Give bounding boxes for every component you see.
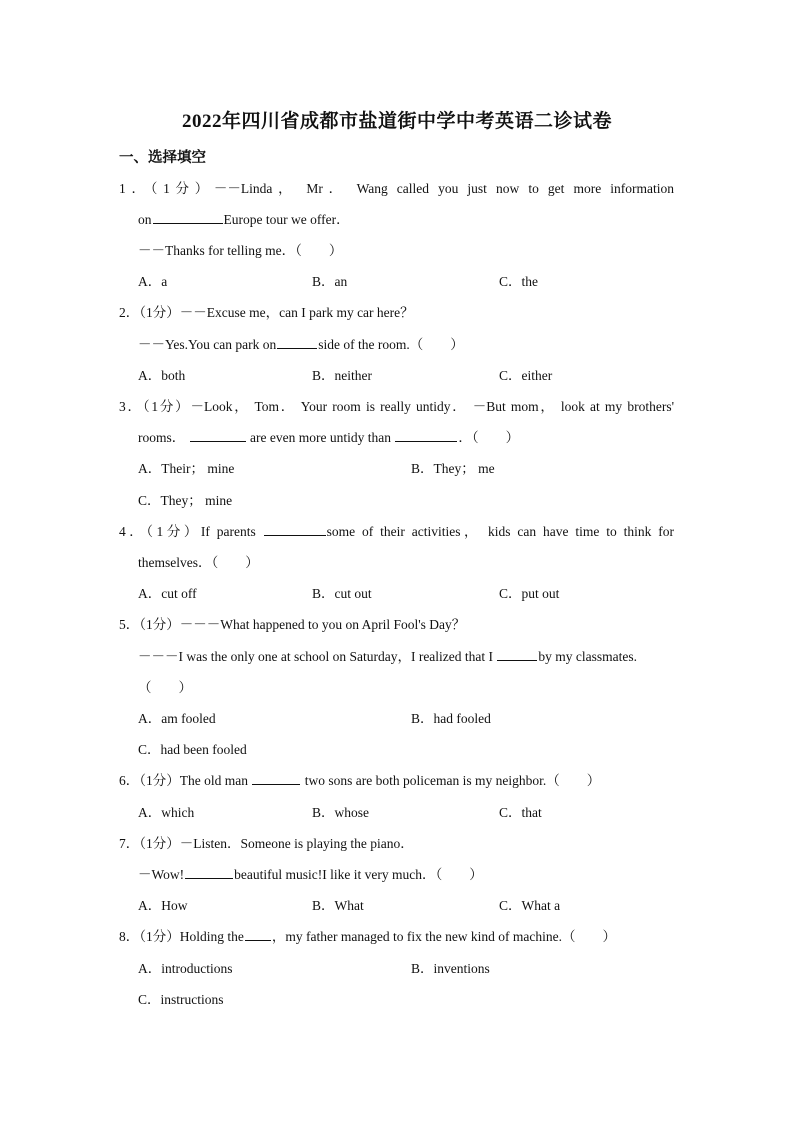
answer-blank bbox=[252, 772, 300, 785]
answer-blank bbox=[277, 336, 317, 349]
question-text: If parents bbox=[200, 524, 256, 539]
question-text: －－Linda， Mr． Wang called you just now to get more information bbox=[213, 181, 674, 196]
question-2-line-1 bbox=[119, 301, 414, 321]
answer-blank bbox=[497, 648, 537, 661]
answer-blank bbox=[190, 429, 246, 442]
question-4-line-2: themselves．（ ） bbox=[138, 555, 259, 570]
option-c[interactable]: C．the bbox=[499, 274, 538, 289]
question-6-line-1 bbox=[119, 769, 600, 789]
option-c[interactable]: C．that bbox=[499, 805, 542, 820]
question-1-line-3: －－Thanks for telling me．（ ） bbox=[138, 243, 343, 258]
question-number: 1．（1分） bbox=[119, 181, 214, 196]
question-text: －－－What happened to you on April Fool's Day？ bbox=[179, 617, 466, 632]
question-text: －Listen．Someone is playing the piano． bbox=[179, 836, 414, 851]
option-b[interactable]: B．inventions bbox=[411, 961, 490, 976]
option-a[interactable]: A．Their； mine bbox=[138, 461, 235, 476]
question-number: 6．（1分） bbox=[119, 773, 180, 788]
option-a[interactable]: A．am fooled bbox=[138, 711, 216, 726]
option-a[interactable]: A．both bbox=[138, 368, 186, 383]
answer-blank bbox=[264, 523, 326, 536]
question-text: ．（ ） bbox=[458, 430, 520, 445]
question-text: by my classmates. bbox=[538, 649, 638, 664]
option-b[interactable]: B．an bbox=[312, 274, 348, 289]
question-1-line-1 bbox=[119, 177, 674, 197]
page-title: 2022年四川省成都市盐道街中学中考英语二诊试卷 bbox=[181, 111, 612, 132]
question-text: side of the room.（ ） bbox=[318, 337, 464, 352]
option-c[interactable]: C．put out bbox=[499, 586, 560, 601]
option-a[interactable]: A．cut off bbox=[138, 586, 197, 601]
option-b[interactable]: B．whose bbox=[312, 805, 369, 820]
question-text: －－Yes.You can park on bbox=[138, 337, 277, 352]
question-number: 4．（1分） bbox=[119, 524, 201, 539]
option-a[interactable]: A．which bbox=[138, 805, 195, 820]
answer-blank bbox=[395, 429, 457, 442]
option-b[interactable]: B．had fooled bbox=[411, 711, 491, 726]
section-heading: 一、选择填空 bbox=[119, 150, 206, 166]
option-b[interactable]: B．They； me bbox=[411, 461, 495, 476]
option-b[interactable]: B．neither bbox=[312, 368, 372, 383]
option-a[interactable]: A．How bbox=[138, 898, 188, 913]
question-text: rooms． bbox=[138, 430, 186, 445]
question-text: －Look， Tom． Your room is really untidy． －But mom， look at my brothers' bbox=[190, 399, 675, 414]
question-7-line-2 bbox=[138, 863, 483, 883]
answer-blank bbox=[153, 211, 223, 224]
question-text: －Wow! bbox=[138, 867, 185, 882]
option-c[interactable]: C．had been fooled bbox=[138, 742, 247, 757]
answer-blank bbox=[185, 866, 233, 879]
option-c[interactable]: C．instructions bbox=[138, 992, 224, 1007]
option-a[interactable]: A．introductions bbox=[138, 961, 233, 976]
question-text: two sons are both policeman is my neighbor.（ ） bbox=[304, 773, 601, 788]
question-text: beautiful music!I like it very much．（ ） bbox=[234, 867, 483, 882]
question-number: 5．（1分） bbox=[119, 617, 180, 632]
question-text: －－－I was the only one at school on Saturday，I realized that I bbox=[138, 649, 494, 664]
question-3-line-1 bbox=[119, 395, 674, 415]
question-7-line-1 bbox=[119, 832, 414, 852]
question-number: 7．（1分） bbox=[119, 836, 180, 851]
question-text: Europe tour we offer． bbox=[223, 212, 350, 227]
option-c[interactable]: C．They； mine bbox=[138, 493, 233, 508]
question-8-line-1 bbox=[119, 925, 616, 945]
question-number: 3．（1分） bbox=[119, 399, 191, 414]
question-text: are even more untidy than bbox=[250, 430, 391, 445]
option-a[interactable]: A．a bbox=[138, 274, 168, 289]
question-text: Holding the bbox=[179, 929, 244, 944]
question-5-line-2 bbox=[138, 645, 637, 665]
question-4-line-1 bbox=[119, 520, 674, 540]
question-text: some of their activities， kids can have time to think for bbox=[326, 524, 675, 539]
question-text: ，my father managed to fix the new kind of machine.（ ） bbox=[271, 929, 617, 944]
question-text: The old man bbox=[179, 773, 248, 788]
question-5-line-3: （ ） bbox=[138, 680, 192, 695]
question-number: 2．（1分） bbox=[119, 305, 180, 320]
question-1-line-2 bbox=[138, 208, 350, 228]
question-5-line-1 bbox=[119, 613, 465, 633]
question-text: －－Excuse me，can I park my car here？ bbox=[179, 305, 414, 320]
question-3-line-2 bbox=[138, 426, 519, 446]
answer-blank bbox=[245, 928, 271, 941]
option-b[interactable]: B．What bbox=[312, 898, 364, 913]
question-number: 8．（1分） bbox=[119, 929, 180, 944]
question-text: on bbox=[138, 212, 152, 227]
option-c[interactable]: C．What a bbox=[499, 898, 561, 913]
option-c[interactable]: C．either bbox=[499, 368, 553, 383]
question-2-line-2 bbox=[138, 333, 464, 353]
option-b[interactable]: B．cut out bbox=[312, 586, 372, 601]
